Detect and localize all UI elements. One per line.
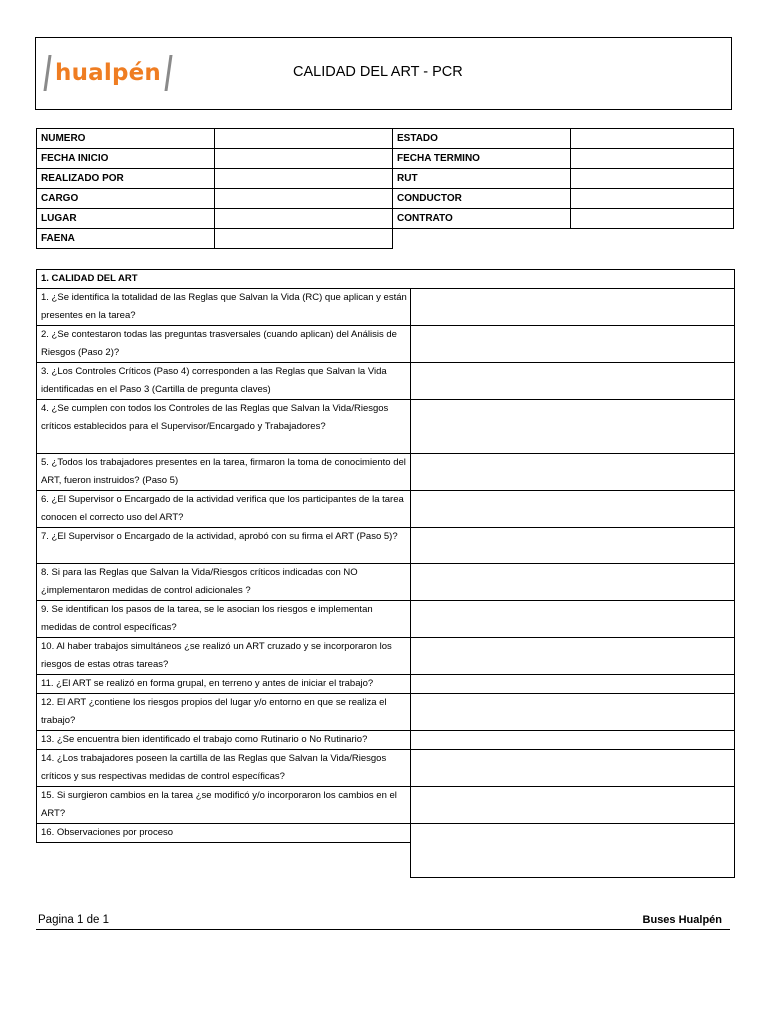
question-text: 1. ¿Se identifica la totalidad de las Reglas que Salvan la Vida (RC) que aplican y están presentes en la tarea?: [37, 289, 411, 326]
answer-cell[interactable]: [411, 326, 735, 363]
question-text: 10. Al haber trabajos simultáneos ¿se realizó un ART cruzado y se incorporaron los riesgos de estas otras tareas?: [37, 638, 411, 675]
question-text: 15. Si surgieron cambios en la tarea ¿se modificó y/o incorporaron los cambios en el ART?: [37, 787, 411, 824]
answer-cell[interactable]: [411, 694, 735, 731]
question-text: 7. ¿El Supervisor o Encargado de la actividad, aprobó con su firma el ART (Paso 5)?: [37, 528, 411, 564]
question-row: [37, 638, 735, 675]
document-title: CALIDAD DEL ART - PCR: [293, 64, 463, 80]
label-realizado-por: REALIZADO POR: [37, 169, 215, 189]
question-text: 12. El ART ¿contiene los riesgos propios del lugar y/o entorno en que se realiza el trabajo?: [37, 694, 411, 731]
field-conductor[interactable]: [571, 189, 734, 209]
question-text: 6. ¿El Supervisor o Encargado de la actividad verifica que los participantes de la tarea conocen el correcto uso del ART?: [37, 491, 411, 528]
question-text: 14. ¿Los trabajadores poseen la cartilla de las Reglas que Salvan la Vida/Riesgos críticos y sus respectivas medidas de control específicas?: [37, 750, 411, 787]
answer-cell[interactable]: [411, 363, 735, 400]
question-text: 11. ¿El ART se realizó en forma grupal, en terreno y antes de iniciar el trabajo?: [37, 675, 411, 694]
field-estado[interactable]: [571, 129, 734, 149]
section-title: 1. CALIDAD DEL ART: [37, 270, 735, 289]
question-row: [37, 528, 735, 564]
question-row: [37, 601, 735, 638]
answer-cell[interactable]: [411, 750, 735, 787]
question-row: [37, 326, 735, 363]
question-row: [37, 824, 735, 843]
company-logo: [46, 55, 170, 91]
question-text: 3. ¿Los Controles Críticos (Paso 4) corresponden a las Reglas que Salvan la Vida identificadas en el Paso 3 (Cartilla de pregunta claves): [37, 363, 411, 400]
info-row: [37, 229, 734, 249]
question-text: 16. Observaciones por proceso: [37, 824, 411, 843]
label-numero: NUMERO: [37, 129, 215, 149]
answer-cell[interactable]: [411, 528, 735, 564]
answer-cell[interactable]: [411, 601, 735, 638]
info-row: [37, 129, 734, 149]
question-row: [37, 454, 735, 491]
logo-bar-right: [164, 55, 172, 91]
info-row: [37, 169, 734, 189]
question-row: [37, 400, 735, 454]
answer-cell[interactable]: [411, 731, 735, 750]
info-row: [37, 209, 734, 229]
question-row: [37, 787, 735, 824]
info-row: [37, 149, 734, 169]
answer-cell[interactable]: [411, 400, 735, 454]
field-fecha-termino[interactable]: [571, 149, 734, 169]
label-conductor: CONDUCTOR: [393, 189, 571, 209]
answer-cell[interactable]: [411, 491, 735, 528]
field-fecha-inicio[interactable]: [215, 149, 393, 169]
info-row: [37, 189, 734, 209]
logo-bar-left: [43, 55, 51, 91]
empty-cell: [37, 843, 411, 878]
field-realizado-por[interactable]: [215, 169, 393, 189]
question-row: [37, 289, 735, 326]
question-text: 5. ¿Todos los trabajadores presentes en la tarea, firmaron la toma de conocimiento del ART, fueron instruidos? (Paso 5): [37, 454, 411, 491]
question-text: 13. ¿Se encuentra bien identificado el trabajo como Rutinario o No Rutinario?: [37, 731, 411, 750]
page-number: Pagina 1 de 1: [38, 914, 109, 926]
question-row: [37, 491, 735, 528]
question-row: [37, 694, 735, 731]
label-lugar: LUGAR: [37, 209, 215, 229]
answer-cell[interactable]: [411, 454, 735, 491]
question-row: [37, 750, 735, 787]
label-fecha-inicio: FECHA INICIO: [37, 149, 215, 169]
question-row: [37, 675, 735, 694]
label-cargo: CARGO: [37, 189, 215, 209]
label-rut: RUT: [393, 169, 571, 189]
field-contrato[interactable]: [571, 209, 734, 229]
label-estado: ESTADO: [393, 129, 571, 149]
answer-cell[interactable]: [411, 675, 735, 694]
empty-cell: [393, 229, 571, 249]
question-text: 9. Se identifican los pasos de la tarea, se le asocian los riesgos e implementan medidas de control específicas?: [37, 601, 411, 638]
document-header: [35, 37, 732, 110]
logo-text: hualpén: [55, 60, 161, 86]
answer-cell[interactable]: [411, 638, 735, 675]
field-rut[interactable]: [571, 169, 734, 189]
question-text: 8. Si para las Reglas que Salvan la Vida/Riesgos críticos indicadas con NO ¿implementaron medidas de control adicionales ?: [37, 564, 411, 601]
questions-table: [36, 269, 735, 878]
answer-cell[interactable]: [411, 289, 735, 326]
empty-cell: [571, 229, 734, 249]
answer-cell[interactable]: [411, 564, 735, 601]
field-faena[interactable]: [215, 229, 393, 249]
footer-company: Buses Hualpén: [642, 914, 722, 926]
question-text: 2. ¿Se contestaron todas las preguntas trasversales (cuando aplican) del Análisis de Riesgos (Paso 2)?: [37, 326, 411, 363]
answer-cell[interactable]: [411, 787, 735, 824]
question-row: [37, 564, 735, 601]
info-table: [36, 128, 734, 249]
label-contrato: CONTRATO: [393, 209, 571, 229]
label-faena: FAENA: [37, 229, 215, 249]
field-lugar[interactable]: [215, 209, 393, 229]
section-header-row: [37, 270, 735, 289]
observations-field[interactable]: [411, 824, 735, 878]
field-numero[interactable]: [215, 129, 393, 149]
question-row: [37, 363, 735, 400]
question-row: [37, 731, 735, 750]
question-text: 4. ¿Se cumplen con todos los Controles de las Reglas que Salvan la Vida/Riesgos críticos establecidos para el Supervisor/Encargado y Trabajadores?: [37, 400, 411, 454]
label-fecha-termino: FECHA TERMINO: [393, 149, 571, 169]
footer-divider: [36, 929, 730, 930]
field-cargo[interactable]: [215, 189, 393, 209]
